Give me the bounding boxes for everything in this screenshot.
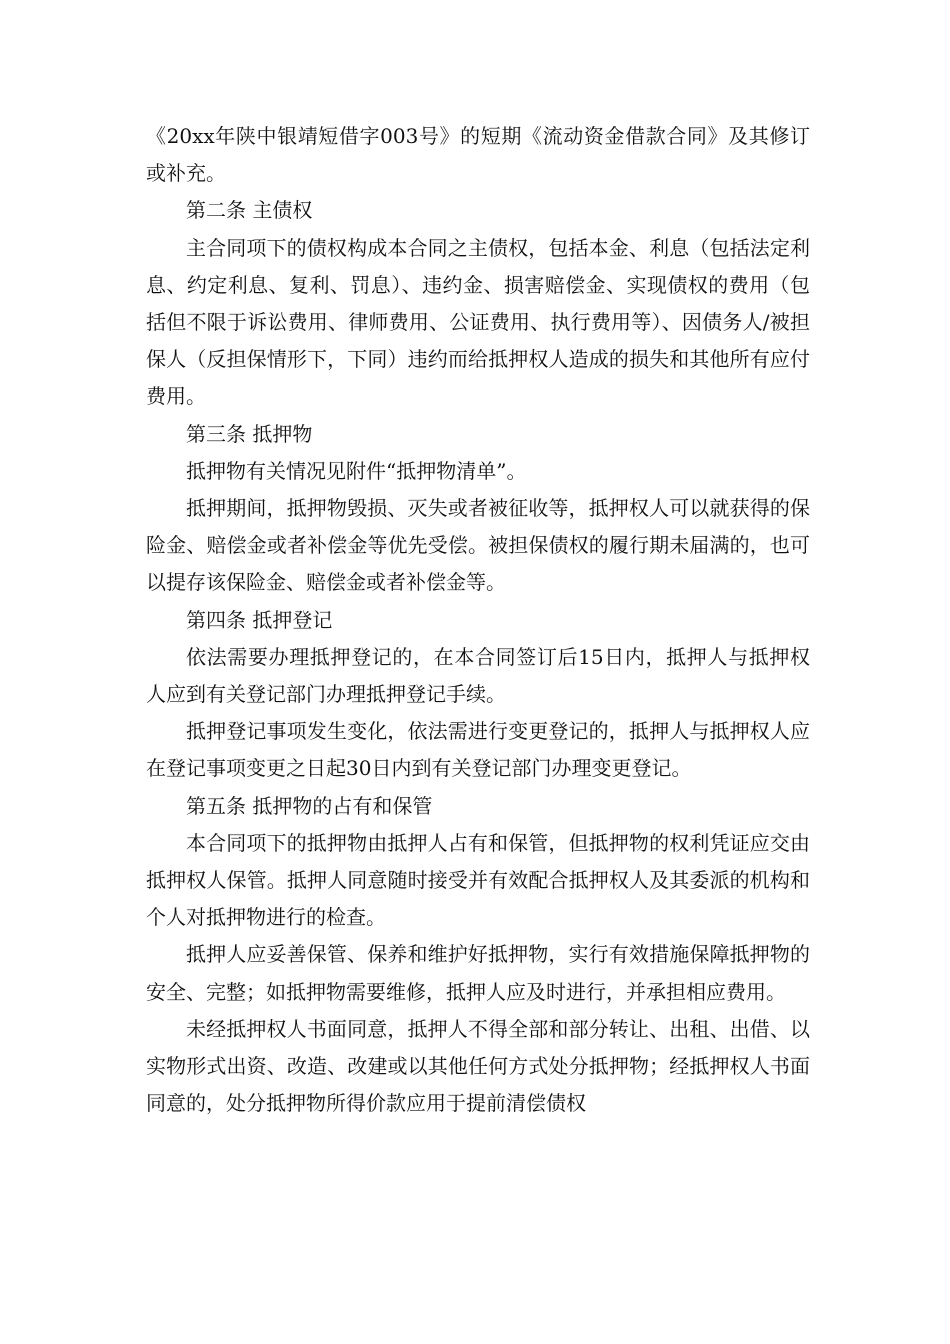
paragraph-possession: 本合同项下的抵押物由抵押人占有和保管，但抵押物的权利凭证应交由抵押权人保管。抵押人同意随时接受并有效配合抵押权人及其委派的机构和个人对抵押物进行的检查。 [146,830,810,930]
document-page [146,118,810,1122]
paragraph-collateral-list: 抵押物有关情况见附件“抵押物清单”。 [186,458,527,483]
heading-article-3: 第三条 抵押物 [186,421,313,446]
paragraph-main-creditor-rights: 主合同项下的债权构成本合同之主债权，包括本金、利息（包括法定利息、约定利息、复利、罚息）、违约金、损害赔偿金、实现债权的费用（包括但不限于诉讼费用、律师费用、公证费用、执行费用等）、因债务人/被担保人（反担保情形下，下同）违约而给抵押权人造成的损失和其他所有应付费用。 [146,235,810,409]
heading-article-5: 第五条 抵押物的占有和保管 [186,793,433,818]
paragraph-maintenance: 抵押人应妥善保管、保养和维护好抵押物，实行有效措施保障抵押物的安全、完整；如抵押物需要维修，抵押人应及时进行，并承担相应费用。 [146,942,810,1004]
heading-article-4: 第四条 抵押登记 [186,607,333,632]
paragraph-collateral-damage: 抵押期间，抵押物毁损、灭失或者被征收等，抵押权人可以就获得的保险金、赔偿金或者补偿金等优先受偿。被担保债权的履行期未届满的，也可以提存该保险金、赔偿金或者补偿金等。 [146,496,810,595]
heading-article-2: 第二条 主债权 [186,198,313,223]
paragraph-registration: 依法需要办理抵押登记的，在本合同签订后15日内，抵押人与抵押权人应到有关登记部门办理抵押登记手续。 [146,644,810,707]
paragraph-registration-change: 抵押登记事项发生变化，依法需进行变更登记的，抵押人与抵押权人应在登记事项变更之日起30日内到有关登记部门办理变更登记。 [146,719,810,781]
paragraph-contract-reference: 《20xx年陕中银靖短借字003号》的短期《流动资金借款合同》及其修订或补充。 [146,124,810,186]
paragraph-disposal-restriction: 未经抵押权人书面同意，抵押人不得全部和部分转让、出租、出借、以实物形式出资、改造、改建或以其他任何方式处分抵押物；经抵押权人书面同意的，处分抵押物所得价款应用于提前清偿债权 [146,1016,810,1116]
